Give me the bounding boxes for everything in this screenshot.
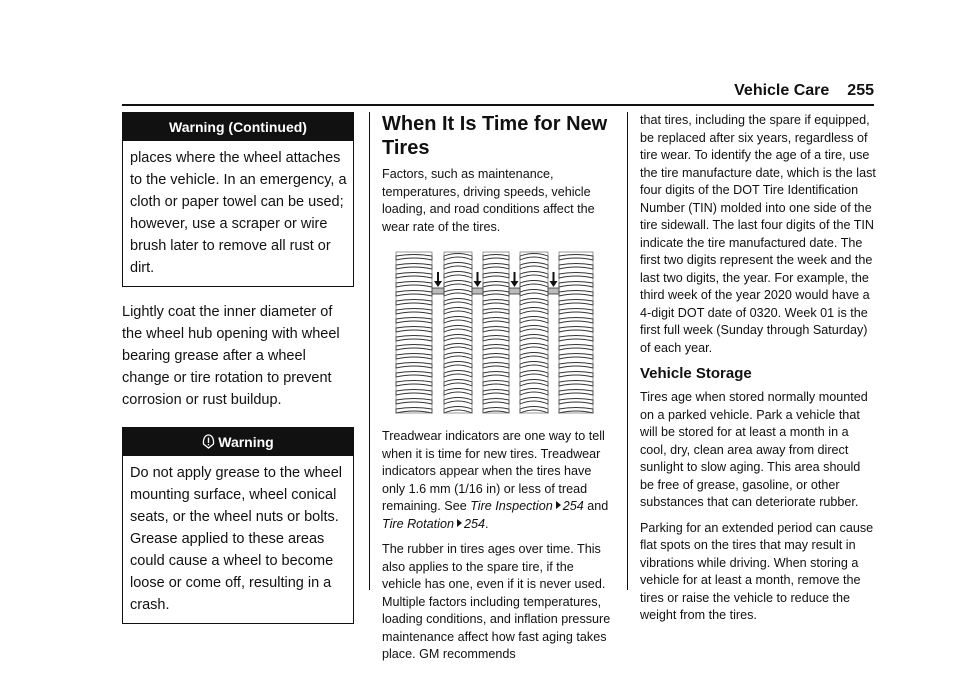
- section-heading: When It Is Time for New Tires: [382, 113, 608, 159]
- page-ref-arrow-icon: [556, 501, 561, 509]
- page-number: 255: [847, 82, 874, 99]
- tire-age-paragraph: that tires, including the spare if equipped, be replaced after six years, regardless of tire wear. To identify the age of a tire, use the tire manufacture date, which is the last four digits of the DOT Tire Identification Number (TIN) molded into one side of the tire sidewall. The last four digits of the TIN indicate the tire manufactured date. The first two digits represent the week and the last two digits, the year. For example, the third week of the year 2020 would have a 4-digit DOT date of 0320. Week 01 is the first full week (Sunday through Saturday) of each year.: [640, 113, 876, 355]
- section-title: Vehicle Care: [734, 82, 830, 99]
- tire-aging-paragraph: The rubber in tires ages over time. This also applies to the spare tire, if the vehicle has one, even if it is never used. Multiple factors including temperatures, loading conditions, and inflation pressure maintenance affect how fast aging takes place. GM recommends: [382, 542, 611, 661]
- warning-title: Warning (Continued): [123, 113, 353, 141]
- subsection-heading: Vehicle Storage: [640, 365, 752, 382]
- xref-tire-inspection[interactable]: Tire Inspection: [470, 499, 553, 513]
- storage-paragraph: Tires age when stored normally mounted on a parked vehicle. Park a vehicle that will be stored for at least a month in a cool, dry, clean area away from direct sunlight to slow aging. This area should be free of grease, gasoline, or other substances that can deteriorate rubber.: [640, 390, 868, 509]
- flat-spots-paragraph: Parking for an extended period can cause flat spots on the tires that may result in vibrations while driving. When storing a vehicle for at least a month, remove the tires or raise the vehicle to reduce the weight from the tires.: [640, 520, 874, 622]
- warning-text: places where the wheel attaches to the vehicle. In an emergency, a cloth or paper towel can be used; however, use a scraper or wire brush later to remove all rust or dirt.: [130, 150, 347, 276]
- xref-tire-rotation[interactable]: Tire Rotation: [382, 516, 454, 531]
- page-ref-arrow-icon: [457, 519, 462, 527]
- header-rule: [122, 104, 874, 106]
- warning-text: Do not apply grease to the wheel mounting surface, wheel conical seats, or the wheel nuts or bolts. Grease applied to these areas could cause a wheel to become loose or come off, resulting in a crash.: [130, 465, 342, 613]
- treadwear-paragraph: Treadwear indicators are one way to tell when it is time for new tires. Treadwear indicators appear when the tires have only 1.6 mm (1/16 in) or less of tread remaining. See Tire Inspection 254 and Tire Rotation 254.: [382, 429, 609, 531]
- column-divider: [369, 112, 370, 590]
- column-right: [640, 112, 876, 625]
- treadwear-indicator-illustration: [394, 250, 594, 416]
- page-header: [122, 82, 874, 100]
- column-left: [122, 112, 354, 624]
- warning-box: [122, 427, 354, 624]
- warning-symbol-icon: [202, 434, 215, 449]
- warning-title: Warning: [218, 434, 274, 450]
- column-middle: [382, 112, 616, 664]
- warning-header: [123, 428, 353, 456]
- intro-paragraph: Factors, such as maintenance, temperatures, driving speeds, vehicle loading, and road conditions affect the wear rate of the tires.: [382, 167, 595, 234]
- column-divider: [627, 112, 628, 590]
- grease-paragraph: Lightly coat the inner diameter of the wheel hub opening with wheel bearing grease after a wheel change or tire rotation to prevent corrosion or rust buildup.: [122, 304, 340, 408]
- warning-box-continued: [122, 112, 354, 287]
